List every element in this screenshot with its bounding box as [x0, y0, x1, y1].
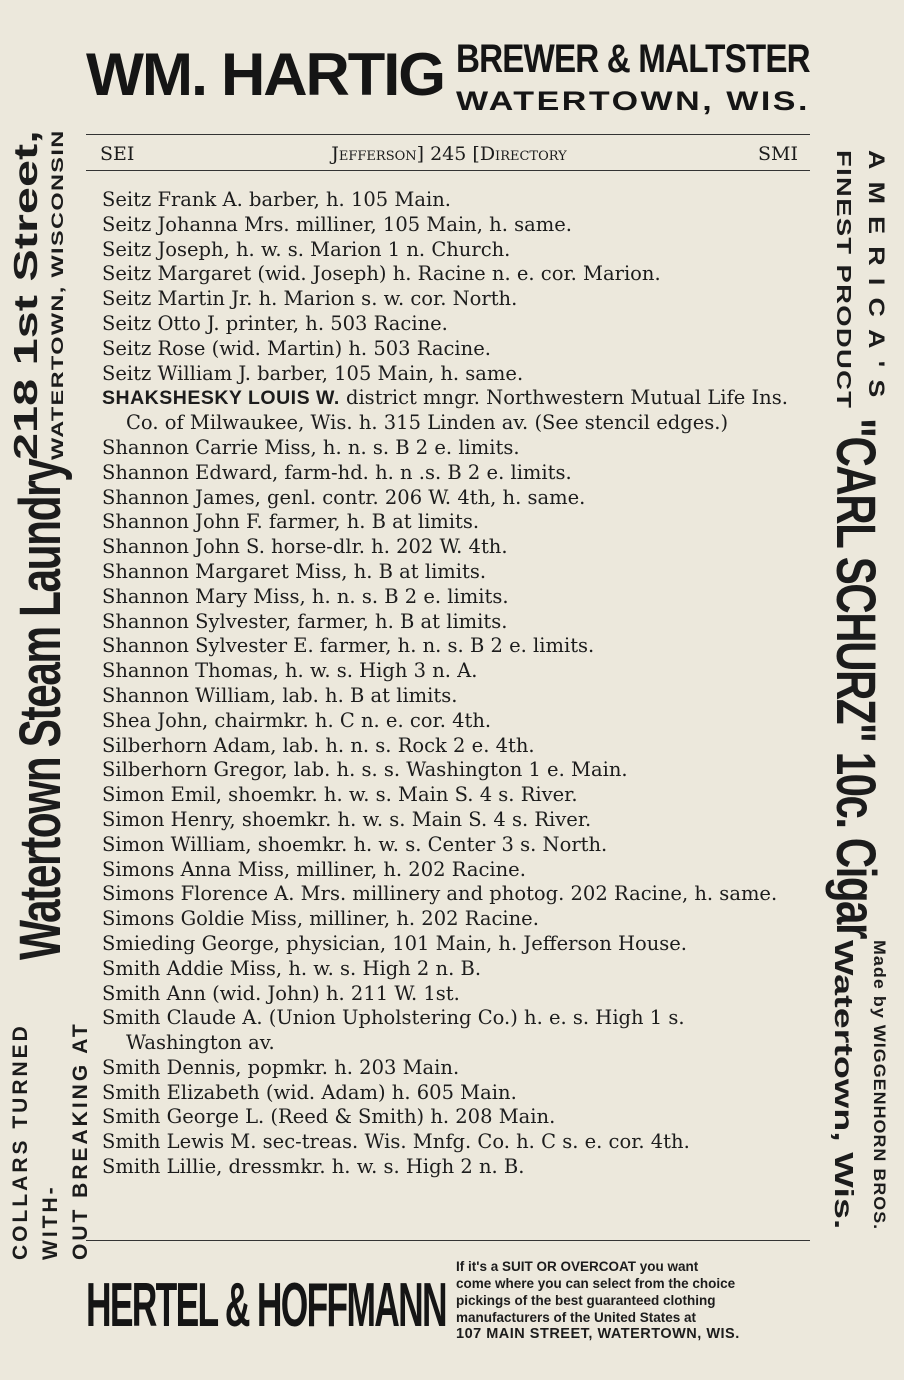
directory-entry [102, 585, 798, 610]
directory-entry [102, 610, 798, 635]
entry-text: Seitz William J. barber, 105 Main, h. same. [102, 361, 524, 385]
directory-entry [102, 535, 798, 560]
directory-entry [102, 436, 798, 461]
entry-text: Shannon Margaret Miss, h. B at limits. [102, 559, 487, 583]
entry-text: Simons Goldie Miss, milliner, h. 202 Racine. [102, 907, 539, 931]
directory-entry [102, 833, 798, 858]
header-rule-bottom [86, 170, 810, 171]
right-ad-maker: Made by WIGGENHORN BROS. [870, 940, 889, 1231]
header-rule-top [86, 134, 810, 135]
directory-entry [102, 262, 798, 287]
entry-text: Smith Lewis M. sec-treas. Wis. Mnfg. Co. h. C s. e. cor. 4th. [102, 1130, 690, 1154]
entry-text: Seitz Rose (wid. Martin) h. 503 Racine. [102, 336, 491, 360]
entry-text: Seitz Margaret (wid. Joseph) h. Racine n. e. cor. Marion. [102, 262, 661, 286]
entry-text: Shannon William, lab. h. B at limits. [102, 683, 458, 707]
bottom-ad-line1: If it's a SUIT OR OVERCOAT you want [456, 1259, 699, 1274]
directory-entry [102, 808, 798, 833]
entry-text: Simon Emil, shoemkr. h. w. s. Main S. 4 s. River. [102, 783, 578, 807]
entry-text: Smith George L. (Reed & Smith) h. 208 Main. [102, 1105, 556, 1129]
directory-entry [102, 1130, 798, 1155]
entry-text: Simons Anna Miss, milliner, h. 202 Racine. [102, 857, 526, 881]
directory-entries [102, 188, 798, 1180]
left-ad-address: 218 1st Street, [7, 130, 44, 460]
directory-entry [102, 957, 798, 982]
directory-entry [102, 783, 798, 808]
header-directory: [Directory [472, 143, 567, 165]
entry-text: Smith Addie Miss, h. w. s. High 2 n. B. [102, 956, 482, 980]
entry-text: Shannon Edward, farm-hd. h. n .s. B 2 e. limits. [102, 460, 572, 484]
entry-text: Simons Florence A. Mrs. millinery and photog. 202 Racine, h. same. [102, 882, 778, 906]
header-center [100, 140, 798, 168]
directory-entry [102, 1056, 798, 1081]
directory-entry [102, 734, 798, 759]
directory-entry [102, 907, 798, 932]
directory-entry [102, 560, 798, 585]
top-ad-name: WM. HARTIG [86, 41, 444, 108]
top-ad-line1: BREWER & MALTSTER [456, 37, 810, 81]
entry-text: Shannon Thomas, h. w. s. High 3 n. A. [102, 659, 478, 683]
directory-entry [102, 758, 798, 783]
directory-entry [102, 882, 798, 907]
directory-entry [102, 982, 798, 1007]
directory-entry [102, 510, 798, 535]
directory-entry [102, 188, 798, 213]
entry-text: Smith Dennis, popmkr. h. 203 Main. [102, 1055, 460, 1079]
bottom-ad-name: HERTEL & HOFFMANN [86, 1271, 446, 1340]
bottom-ad-line3: pickings of the best guaranteed clothing [456, 1293, 716, 1308]
top-ad-tagline [456, 34, 810, 118]
entry-text: Seitz Martin Jr. h. Marion s. w. cor. North. [102, 287, 518, 311]
right-ad-intro [818, 150, 894, 410]
directory-entry [102, 1006, 798, 1056]
directory-entry [102, 1081, 798, 1106]
directory-entry [102, 1155, 798, 1180]
bottom-ad-copy [456, 1258, 810, 1343]
left-ad-location [6, 130, 76, 460]
left-side-advertisement [6, 129, 92, 1260]
directory-entry [102, 386, 798, 436]
entry-text: Silberhorn Gregor, lab. h. s. s. Washington 1 e. Main. [102, 758, 628, 782]
directory-entry [102, 213, 798, 238]
bottom-ad-line5: 107 MAIN STREET, WATERTOWN, WIS. [456, 1326, 740, 1342]
header-page-number: 245 [430, 143, 467, 165]
directory-entry [102, 486, 798, 511]
bottom-advertisement [86, 1248, 810, 1364]
entry-text: Shannon Sylvester, farmer, h. B at limits. [102, 609, 508, 633]
right-ad-city: Watertown, Wis. [829, 940, 859, 1230]
top-advertisement [86, 30, 810, 130]
entry-text: Simon Henry, shoemkr. h. w. s. Main S. 4 s. River. [102, 807, 592, 831]
entry-text: Shea John, chairmkr. h. C n. e. cor. 4th. [102, 708, 492, 732]
entry-text: Shannon John S. horse-dlr. h. 202 W. 4th. [102, 535, 508, 559]
header-county: Jefferson] [331, 143, 425, 165]
entry-text: Shannon Sylvester E. farmer, h. n. s. B 2 e. limits. [102, 634, 595, 658]
header-right-guide: SMI [758, 143, 798, 165]
entry-text: Silberhorn Adam, lab. h. n. s. Rock 2 e. 4th. [102, 733, 535, 757]
entry-text: Smith Claude A. (Union Upholstering Co.) h. e. s. High 1 s. Washington av. [102, 1006, 685, 1055]
right-ad-name: "CARL SCHURZ" 10c. Cigar [825, 418, 888, 938]
left-ad-collars [6, 980, 92, 1260]
entry-text: Smith Lillie, dressmkr. h. w. s. High 2 n. B. [102, 1155, 525, 1179]
entry-text: Seitz Frank A. barber, h. 105 Main. [102, 188, 451, 211]
directory-entry [102, 238, 798, 263]
right-ad-line2: FINEST PRODUCT [832, 150, 854, 410]
entry-text: Smith Elizabeth (wid. Adam) h. 605 Main. [102, 1080, 517, 1104]
directory-entry [102, 634, 798, 659]
entry-text: Seitz Otto J. printer, h. 503 Racine. [102, 311, 448, 335]
entry-text: Shannon Mary Miss, h. n. s. B 2 e. limits. [102, 584, 509, 608]
bottom-ad-line2: come where you can select from the choice [456, 1276, 736, 1291]
directory-entry [102, 1105, 798, 1130]
directory-entry [102, 709, 798, 734]
directory-entry [102, 659, 798, 684]
directory-entry [102, 858, 798, 883]
entry-text: Shannon John F. farmer, h. B at limits. [102, 510, 480, 534]
page-header [100, 140, 798, 168]
entry-bold-name: SHAKSHESKY LOUIS W. [102, 387, 340, 410]
right-side-advertisement [818, 150, 894, 1230]
directory-entry [102, 461, 798, 486]
footer-rule [86, 1240, 810, 1241]
entry-text: Shannon James, genl. contr. 206 W. 4th, h. same. [102, 485, 586, 509]
directory-entry [102, 932, 798, 957]
bottom-ad-line4: manufacturers of the United States at [456, 1310, 697, 1325]
left-ad-line2: OUT BREAKING AT [69, 1021, 92, 1260]
right-ad-line1: AMERICA'S [864, 150, 889, 410]
directory-entry [102, 362, 798, 387]
left-ad-line1: COLLARS TURNED WITH- [9, 1023, 62, 1260]
header-left-guide: SEI [100, 143, 135, 165]
entry-text: Shannon Carrie Miss, h. n. s. B 2 e. limits. [102, 435, 520, 459]
left-ad-city: WATERTOWN, WISCONSIN [48, 129, 67, 460]
right-ad-maker-block [818, 940, 894, 1230]
entry-text: Seitz Johanna Mrs. milliner, 105 Main, h. same. [102, 212, 572, 236]
directory-entry [102, 312, 798, 337]
directory-entry [102, 287, 798, 312]
directory-entry [102, 684, 798, 709]
entry-text: Seitz Joseph, h. w. s. Marion 1 n. Church. [102, 237, 511, 261]
left-ad-name: Watertown Steam Laundry [8, 459, 73, 960]
top-ad-line2: WATERTOWN, WIS. [456, 86, 810, 116]
entry-text: Smieding George, physician, 101 Main, h. Jefferson House. [102, 931, 688, 955]
entry-text: Smith Ann (wid. John) h. 211 W. 1st. [102, 981, 460, 1005]
entry-text: district mngr. Northwestern Mutual Life Ins. Co. of Milwaukee, Wis. h. 315 Linden av. (See stencil edges.) [126, 386, 788, 435]
entry-text: Simon William, shoemkr. h. w. s. Center 3 s. North. [102, 832, 608, 856]
directory-entry [102, 337, 798, 362]
